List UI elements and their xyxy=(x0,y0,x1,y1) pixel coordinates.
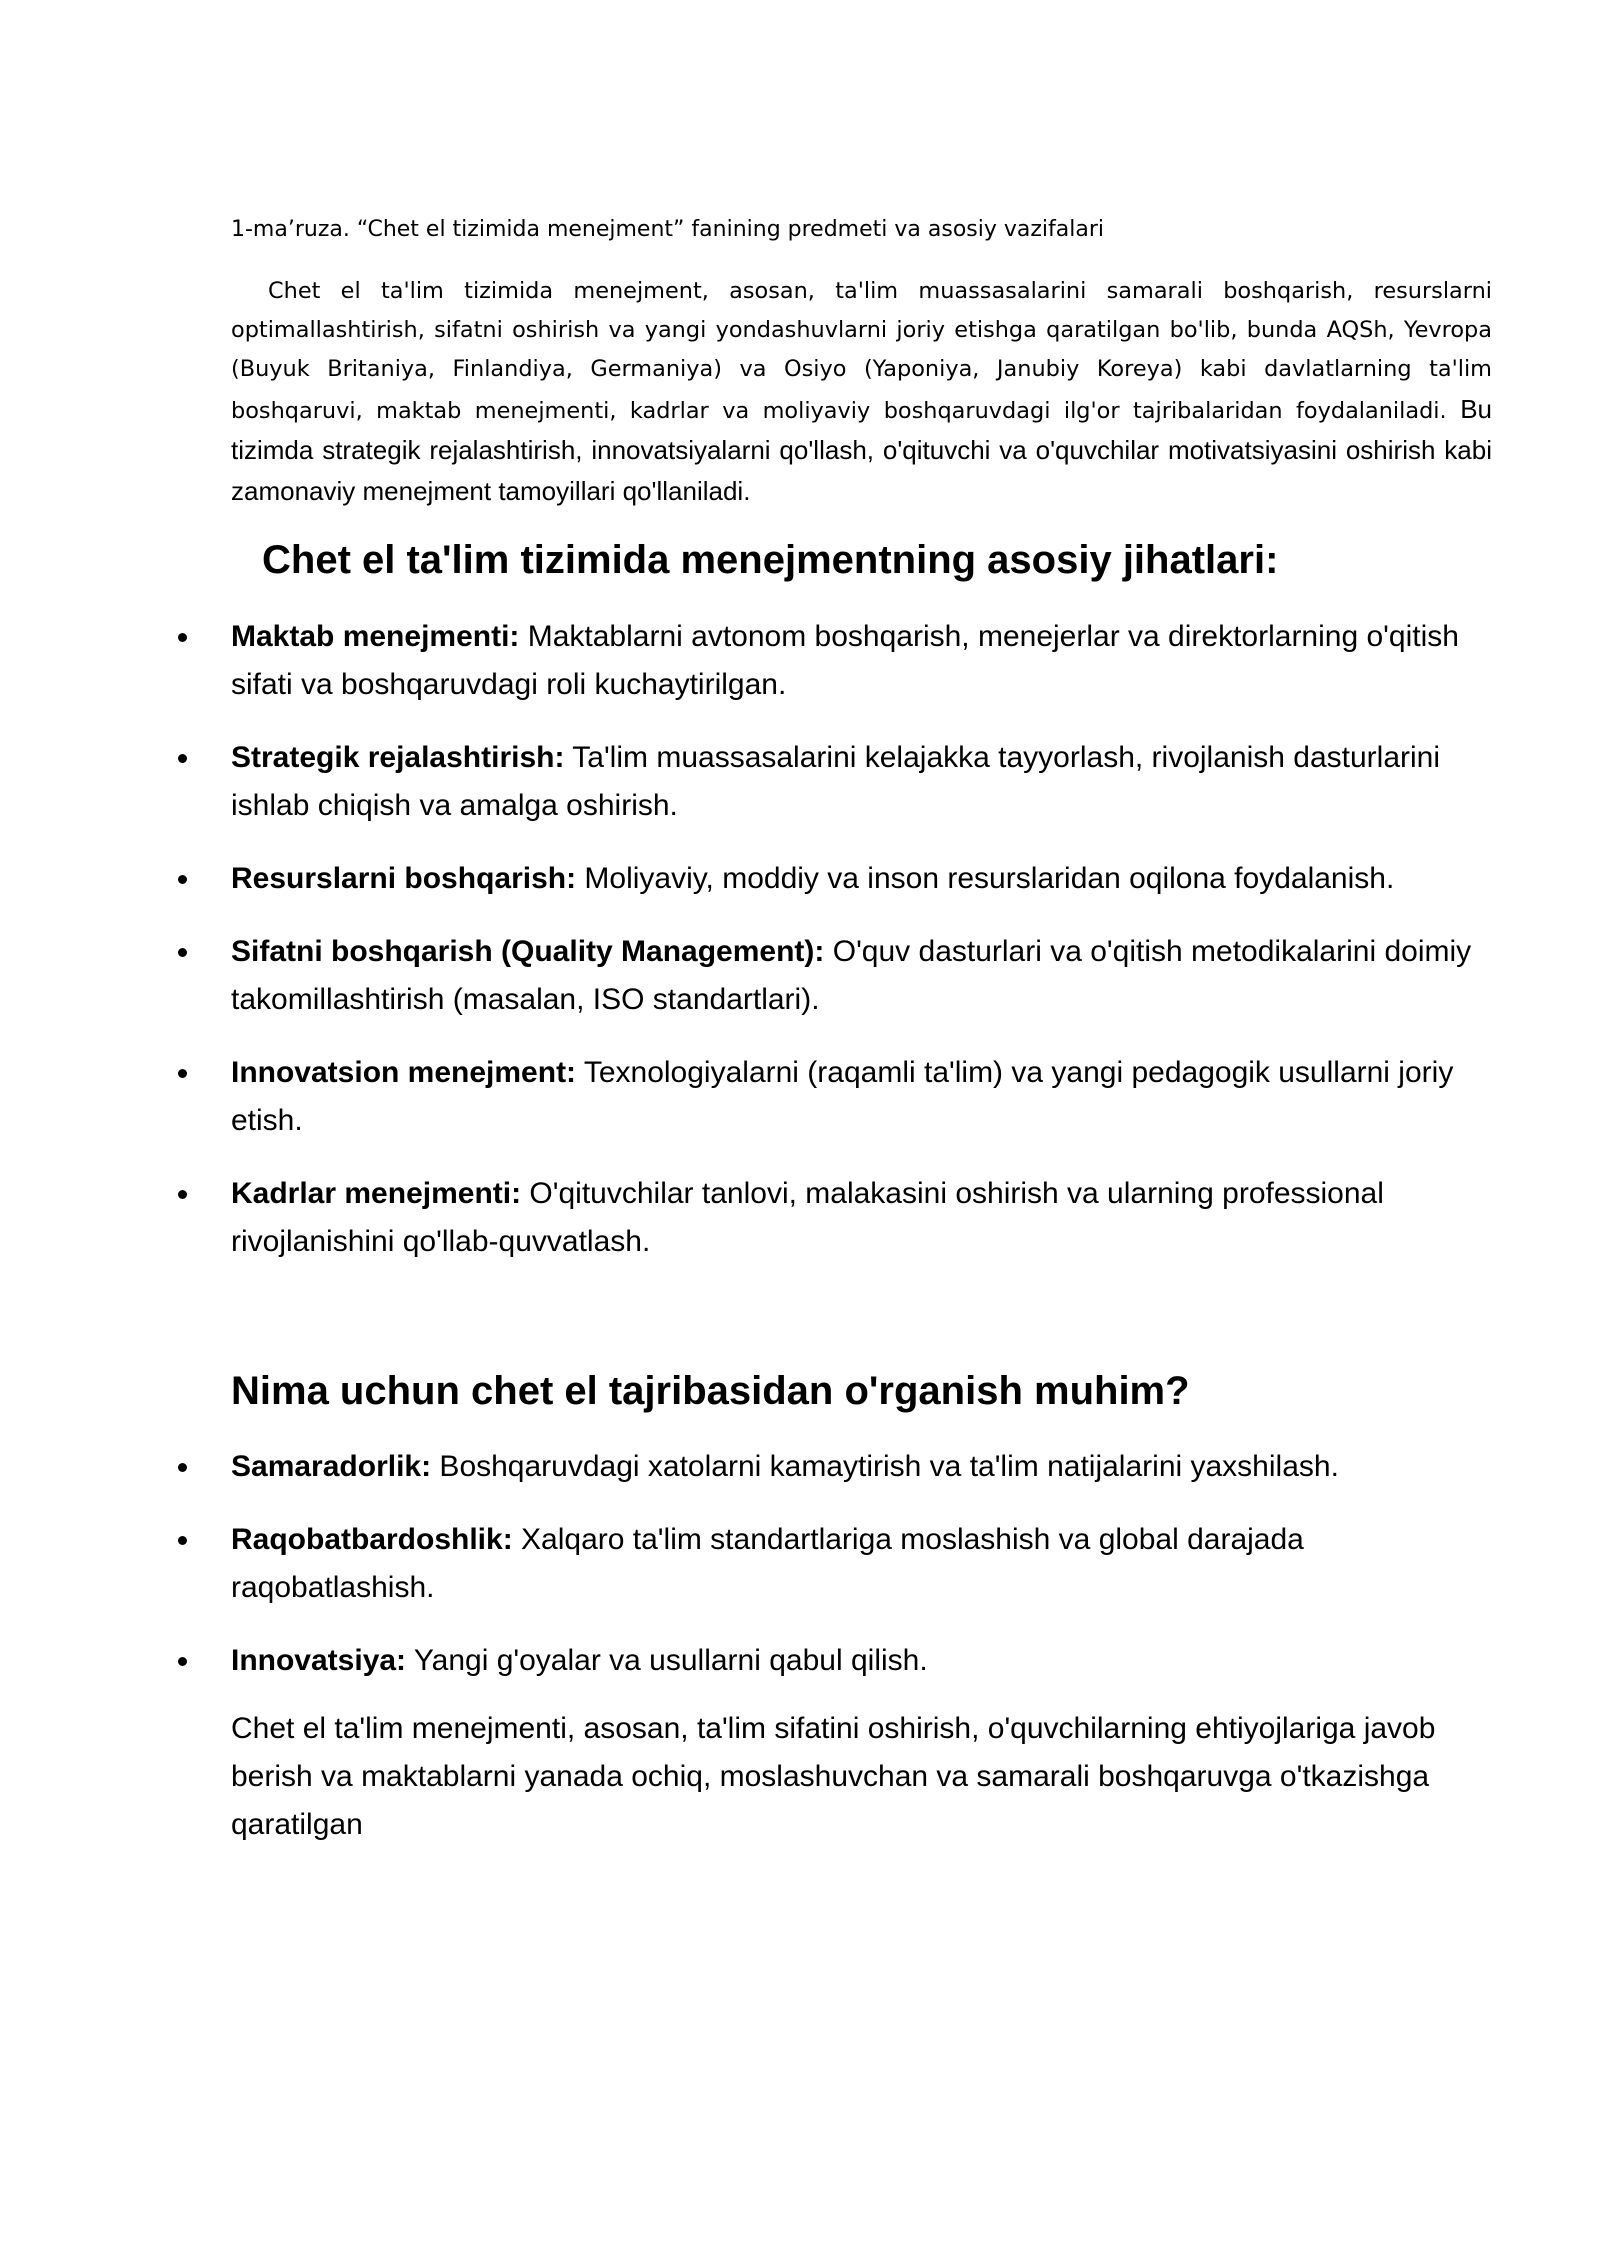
bullet-icon xyxy=(178,948,187,957)
bullet-icon xyxy=(178,1463,187,1472)
why-list xyxy=(0,1443,1600,1710)
item-term: Innovatsiya: xyxy=(231,1644,407,1677)
closing-paragraph: Chet el ta'lim menejmenti, asosan, ta'lim sifatini oshirish, o'quvchilarning ehtiyojlariga javob berish va maktablarni yanada ochiq, moslashuvchan va samarali boshqaruvga o'tkazishga qaratilgan xyxy=(231,1712,1436,1841)
item-text: O'qituvchilar tanlovi, malakasini oshirish va ularning professional rivojlanishini qo'llab-quvvatlash. xyxy=(231,1177,1384,1258)
item-term: Resurslarni boshqarish: xyxy=(231,862,577,895)
list-item xyxy=(0,1170,1493,1266)
list-item xyxy=(0,1637,1493,1685)
item-text: Maktablarni avtonom boshqarish, menejerlar va direktorlarning o'qitish sifati va boshqaruvdagi roli kuchaytirilgan. xyxy=(231,620,1459,701)
bullet-icon xyxy=(178,1190,187,1199)
list-item xyxy=(0,734,1493,830)
intro-tail-text: Bu tizimda strategik rejalashtirish, innovatsiyalarni qo'llash, o'qituvchi va o'quvchilar motivatsiyasini oshirish kabi zamonaviy menejment tamoyillari qo'llaniladi. xyxy=(231,393,1492,507)
item-term: Raqobatbardoshlik: xyxy=(231,1523,513,1556)
item-term: Maktab menejmenti: xyxy=(231,620,520,653)
list-item xyxy=(0,1049,1493,1145)
intro-paragraph xyxy=(231,272,1492,513)
list-item xyxy=(0,613,1493,709)
bullet-icon xyxy=(178,1069,187,1078)
item-term: Kadrlar menejmenti: xyxy=(231,1177,522,1210)
bullet-icon xyxy=(178,633,187,642)
item-text: Texnologiyalarni (raqamli ta'lim) va yangi pedagogik usullarni joriy etish. xyxy=(231,1056,1454,1137)
list-item xyxy=(0,855,1493,903)
bullet-icon xyxy=(178,1536,187,1545)
lecture-title: 1-ma’ruza. “Chet el tizimida menejment” fanining predmeti va asosiy vazifalari xyxy=(231,217,1105,242)
section-heading-aspects: Chet el ta'lim tizimida menejmentning asosiy jihatlari: xyxy=(262,538,1279,582)
item-text: Ta'lim muassasalarini kelajakka tayyorlash, rivojlanish dasturlarini ishlab chiqish va amalga oshirish. xyxy=(231,741,1441,822)
item-text: Moliyaviy, moddiy va inson resurslaridan oqilona foydalanish. xyxy=(576,862,1395,895)
intro-main-text: Chet el ta'lim tizimida menejment, asosan, ta'lim muassasalarini samarali boshqarish, resurslarni optimallashtirish, sifatni oshirish va yangi yondashuvlarni joriy etishga qaratilgan bo'lib, bunda AQSh, Yevropa (Buyuk Britaniya, Finlandiya, Germaniya) va Osiyo (Yaponiya, Janubiy Koreya) kabi davlatlarning ta'lim boshqaruvi, maktab menejmenti, kadrlar va moliyaviy boshqaruvdagi ilg'or tajribalaridan foydalaniladi. xyxy=(231,278,1492,424)
section-heading-why: Nima uchun chet el tajribasidan o'rganish muhim? xyxy=(231,1369,1190,1413)
list-item xyxy=(0,928,1493,1024)
bullet-icon xyxy=(178,1657,187,1666)
item-text: O'quv dasturlari va o'qitish metodikalarini doimiy takomillashtirish (masalan, ISO standartlari). xyxy=(231,935,1472,1016)
list-item xyxy=(0,1443,1493,1491)
item-text: Boshqaruvdagi xatolarni kamaytirish va ta'lim natijalarini yaxshilash. xyxy=(431,1450,1339,1483)
item-term: Innovatsion menejment: xyxy=(231,1056,577,1089)
item-term: Sifatni boshqarish (Quality Management): xyxy=(231,935,825,968)
item-term: Samaradorlik: xyxy=(231,1450,432,1483)
aspects-list xyxy=(0,613,1600,1291)
bullet-icon xyxy=(178,754,187,763)
item-text: Yangi g'oyalar va usullarni qabul qilish. xyxy=(406,1644,928,1677)
list-item xyxy=(0,1516,1493,1612)
item-term: Strategik rejalashtirish: xyxy=(231,741,565,774)
item-text: Xalqaro ta'lim standartlariga moslashish va global darajada raqobatlashish. xyxy=(231,1523,1304,1604)
bullet-icon xyxy=(178,875,187,884)
